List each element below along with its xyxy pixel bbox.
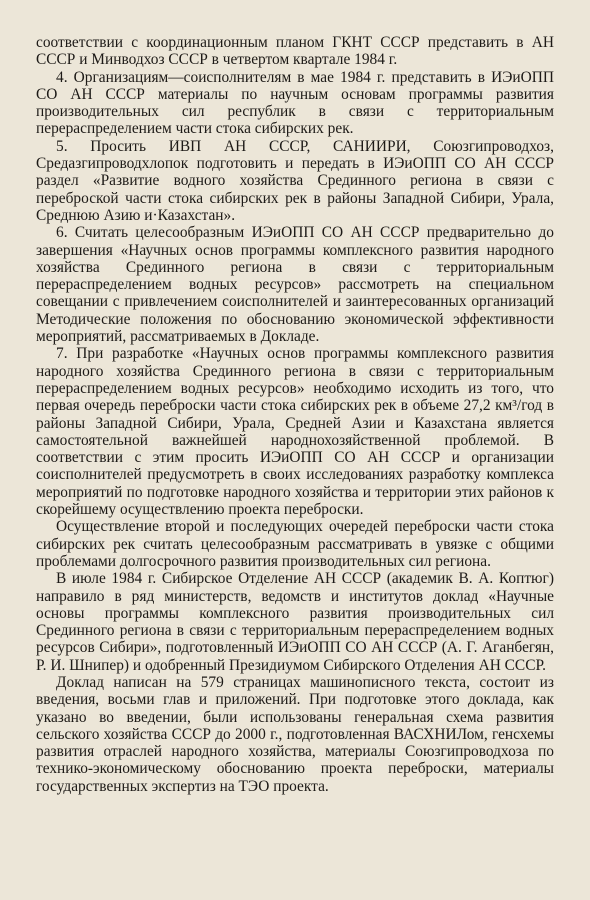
paragraph-item-5: 5. Просить ИВП АН СССР, САНИИРИ, Союзгипроводхоз, Средазгипроводхлопок подготовить и передать в ИЭиОПП СО АН СССР раздел «Развитие водного хозяйства Срединного региона в связи с переброской части стока сибирских рек в районы Западной Сибири, Урала, Среднюю Азию и·Казахстан». bbox=[36, 137, 554, 224]
paragraph-item-6: 6. Считать целесообразным ИЭиОПП СО АН СССР предварительно до завершения «Научных основ программы комплексного развития народного хозяйства Срединного региона в связи с территориальным перераспределением водных ресурсов» рассмотреть на специальном совещании с привлечением соисполнителей и заинтересованных организаций Методические положения по обоснованию экономической эффективности мероприятий, рассматриваемых в Докладе. bbox=[36, 224, 554, 346]
paragraph-second-stage: Осуществление второй и последующих очередей переброски части стока сибирских рек считать целесообразным рассматривать в увязке с общими проблемами долгосрочного развития производительных сил региона. bbox=[36, 518, 554, 570]
paragraph-item-7: 7. При разработке «Научных основ программы комплексного развития народного хозяйства Срединного региона в связи с территориальным перераспределением водных ресурсов» необходимо исходить из того, что первая очередь переброски части стока сибирских рек в объеме 27,2 км³/год в районы Западной Сибири, Урала, Средней Азии и Казахстана является самостоятельной важнейшей народнохозяйственной проблемой. В соответствии с этим просить ИЭиОПП СО АН СССР и организации соисполнителей предусмотреть в своих исследованиях разработку комплекса мероприятий по подготовке народного хозяйства и территории этих районов к скорейшему осуществлению проекта переброски. bbox=[36, 345, 554, 519]
paragraph-item-4: 4. Организациям—соисполнителям в мае 1984 г. представить в ИЭиОПП СО АН СССР материалы по научным основам программы развития производительных сил республик в связи с территориальным перераспределением части стока сибирских рек. bbox=[36, 68, 554, 138]
paragraph-continuation: соответствии с координационным планом ГКНТ СССР представить в АН СССР и Минводхоз СССР в четвертом квартале 1984 г. bbox=[36, 34, 554, 69]
paragraph-report-description: Доклад написан на 579 страницах машинописного текста, состоит из введения, восьми глав и приложений. При подготовке этого доклада, как указано во введении, были использованы генеральная схема развития сельского хозяйства СССР до 2000 г., подготовленная ВАСХНИЛом, генсхемы развития отраслей народного хозяйства, материалы Союзгипроводхоза по технико-экономическому обоснованию проекта переброски, материалы государственных экспертиз на ТЭО проекта. bbox=[36, 673, 554, 795]
document-page bbox=[36, 34, 554, 795]
paragraph-july-1984: В июле 1984 г. Сибирское Отделение АН СССР (академик В. А. Коптюг) направило в ряд министерств, ведомств и институтов доклад «Научные основы программы комплексного развития производительных сил Срединного региона в связи с территориальным перераспределением водных ресурсов Сибири», подготовленный ИЭиОПП СО АН СССР (А. Г. Аганбегян, Р. И. Шнипер) и одобренный Президиумом Сибирского Отделения АН СССР. bbox=[36, 570, 554, 674]
